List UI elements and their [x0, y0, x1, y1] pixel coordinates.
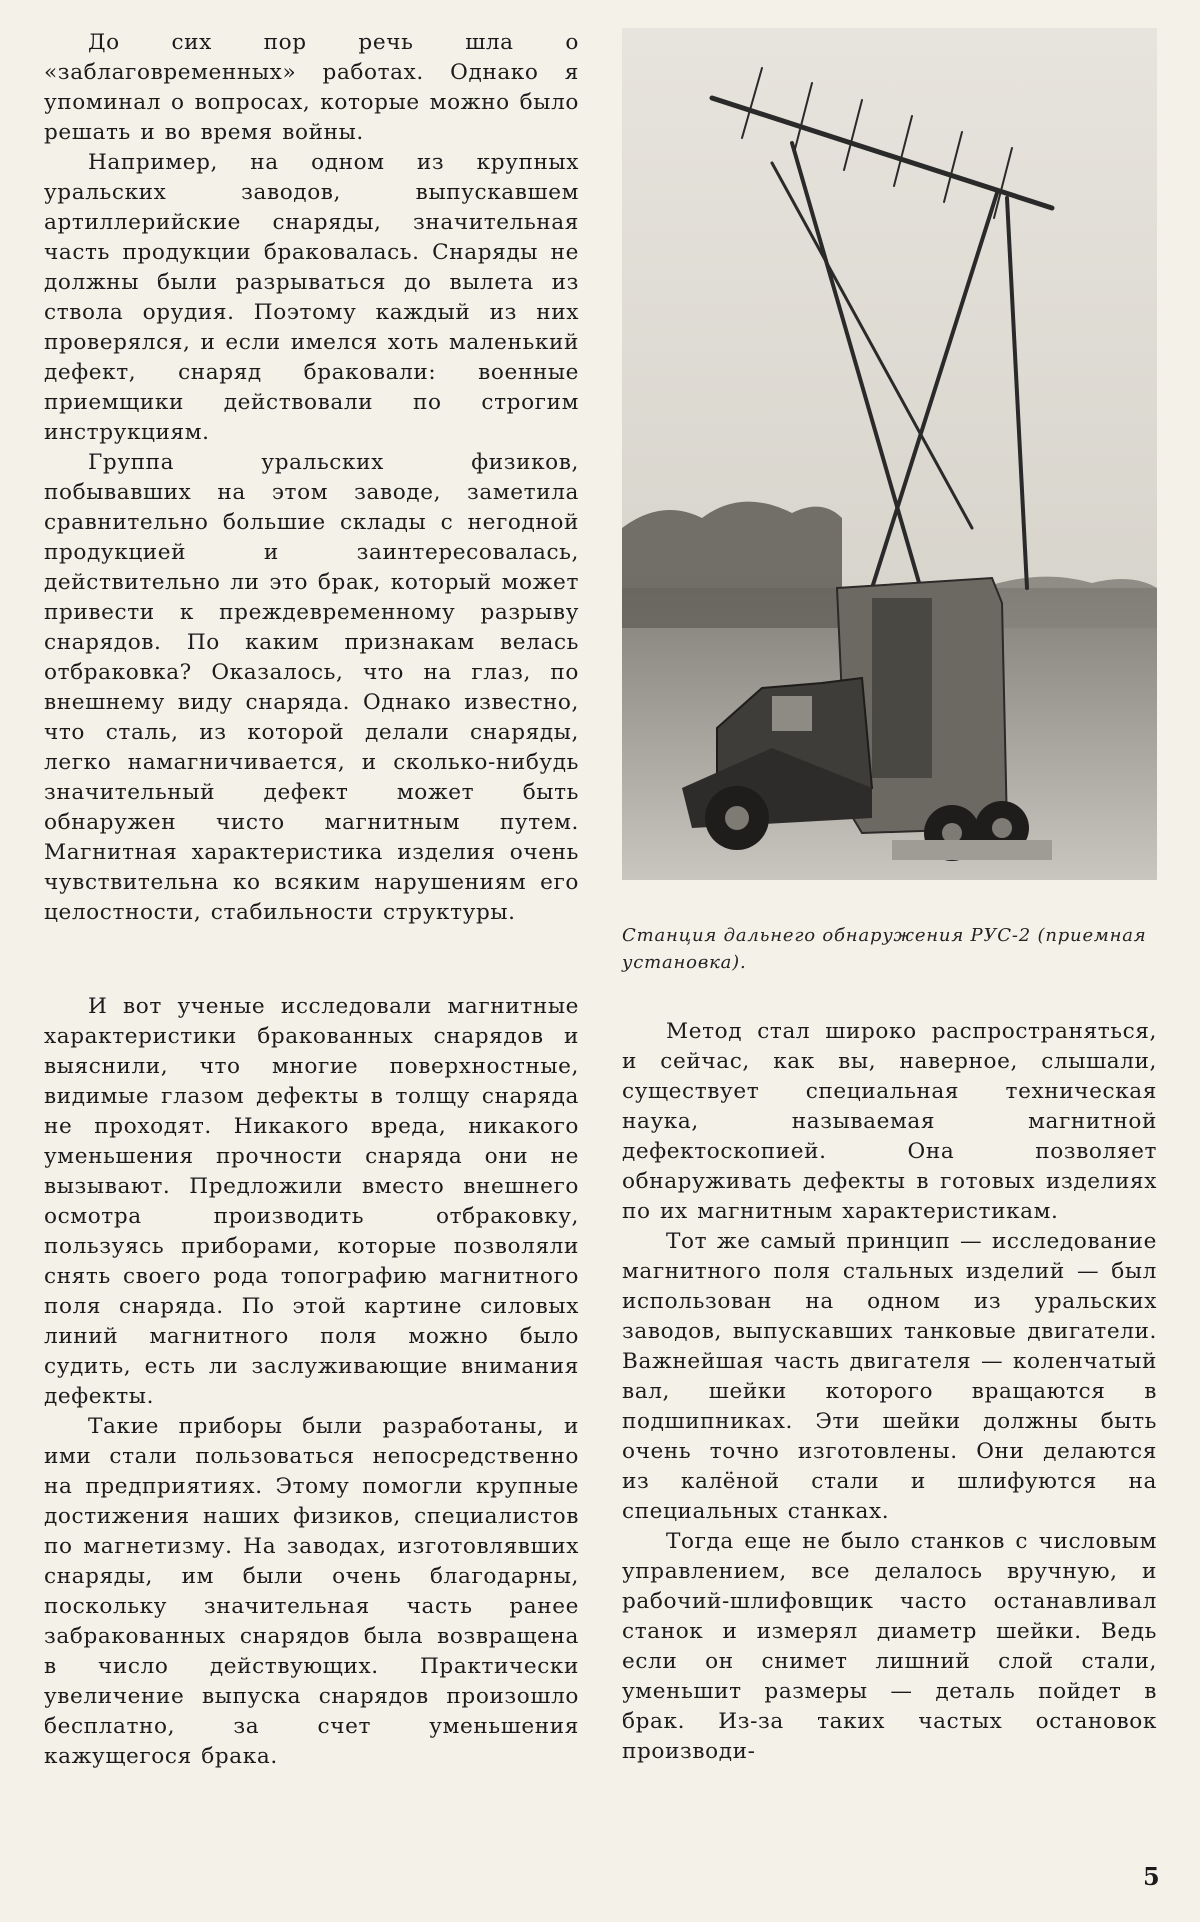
paragraph: Метод стал широко распространяться, и сейчас, как вы, наверное, слышали, существует специальная техническая наука, называемая магнитной дефектоскопией. Она позволяет обнаруживать дефекты в готовых изделиях по их магнитным характеристикам.: [622, 1019, 1157, 1224]
paragraph: Например, на одном из крупных уральских заводов, выпускавшем артиллерийские снаряды, значительная часть продукции браковалась. Снаряды не должны были разрываться до вылета из ствола орудия. Поэтому каждый из них проверялся, и если имелся хоть маленький дефект, снаряд браковали: военные приемщики действовали по строгим инструкциям.: [44, 150, 579, 445]
figure-caption: Станция дальнего обнаружения РУС-2 (приемная установка).: [622, 925, 1147, 973]
paragraph: И вот ученые исследовали магнитные характеристики бракованных снарядов и выяснили, что многие поверхностные, видимые глазом дефекты в толщу снаряда не проходят. Никакого вреда, никакого уменьшения прочности снаряда они не вызывают. Предложили вместо внешнего осмотра производить отбраковку, пользуясь приборами, которые позволяли снять своего рода топографию магнитного поля снаряда. По этой картине силовых линий магнитного поля можно было судить, есть ли заслуживающие внимания дефекты.: [44, 994, 579, 1409]
tree-line: [622, 502, 842, 648]
radar-station-photo: [622, 28, 1157, 880]
paragraph: Группа уральских физиков, побывавших на этом заводе, заметила сравнительно большие склады с негодной продукцией и заинтересовалась, действительно ли это брак, который может привести к преждевременному разрыву снарядов. По каким признакам велась отбраковка? Оказалось, что на глаз, по внешнему виду снаряда. Однако известно, что сталь, из которой делали снаряды, легко намагничивается, и сколько-нибудь значительный дефект может быть обнаружен чисто магнитным путем. Магнитная характеристика изделия очень чувствительна ко всяким нарушениям его целостности, стабильности структуры.: [44, 450, 579, 925]
paragraph: Такие приборы были разработаны, и ими стали пользоваться непосредственно на предприятиях. Этому помогли крупные достижения наших физиков, специалистов по магнетизму. На заводах, изготовлявших снаряды, им были очень благодарны, поскольку значительная часть ранее забракованных снарядов была возвращена в число действующих. Практически увеличение выпуска снарядов произошло бесплатно, за счет уменьшения кажущегося брака.: [44, 1414, 579, 1769]
paragraph: До сих пор речь шла о «заблаговременных» работах. Однако я упоминал о вопросах, которые можно было решать и во время войны.: [44, 30, 579, 145]
sky: [622, 28, 1157, 588]
paragraph: Тогда еще не было станков с числовым управлением, все делалось вручную, и рабочий-шлифовщик часто останавливал станок и измерял диаметр шейки. Ведь если он снимет лишний слой стали, уменьшит размеры — деталь пойдет в брак. Из-за таких частых остановок производи-: [622, 1529, 1157, 1764]
text-column-left-top: [44, 28, 579, 928]
text-column-right-bottom: [622, 1017, 1157, 1767]
text-column-left-bottom: [44, 992, 579, 1772]
paragraph: Тот же самый принцип — исследование магнитного поля стальных изделий — был использован на одном из уральских заводов, выпускавших танковые двигатели. Важнейшая часть двигателя — коленчатый вал, шейки которого вращаются в подшипниках. Эти шейки должны быть очень точно изготовлены. Они делаются из калёной стали и шлифуются на специальных станках.: [622, 1229, 1157, 1524]
page-number: 5: [1143, 1862, 1160, 1891]
